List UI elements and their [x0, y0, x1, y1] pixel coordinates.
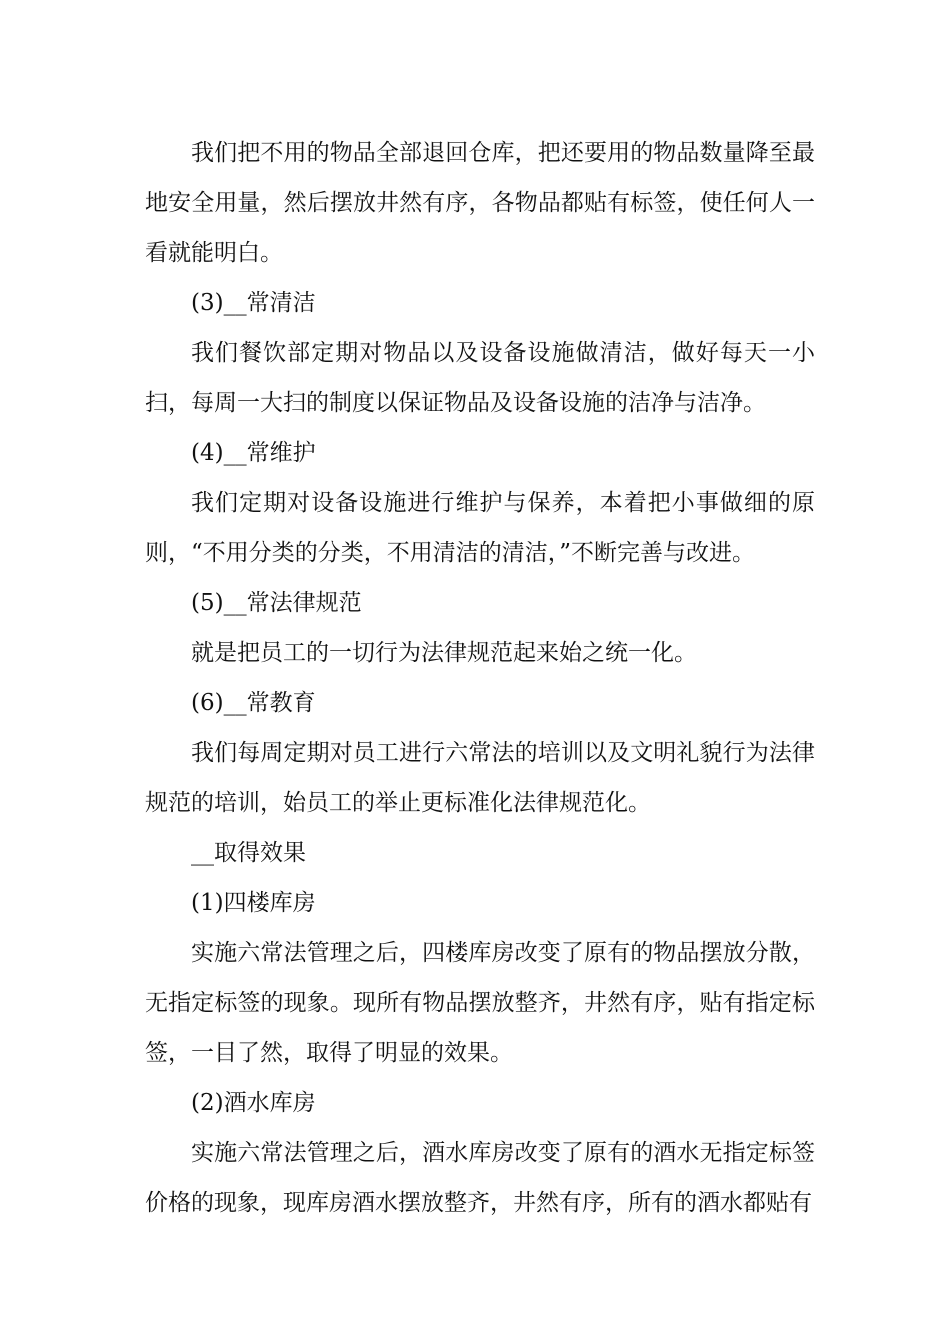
heading-fourth-floor-storeroom: (1)四楼库房 — [191, 890, 316, 916]
paragraph-cleaning: 我们餐饮部定期对物品以及设备设施做清洁，做好每天一小扫，每周一大扫的制度以保证物品及设备设施的洁净与洁净。 — [145, 340, 815, 416]
paragraph-inventory-reduction: 我们把不用的物品全部退回仓库，把还要用的物品数量降至最地安全用量，然后摆放井然有序，各物品都贴有标签，使任何人一看就能明白。 — [145, 140, 815, 266]
heading-regular-maintenance: (4)__常维护 — [191, 440, 316, 466]
document-body — [145, 128, 815, 1228]
heading-results: __取得效果 — [191, 840, 306, 866]
heading-regular-standardization: (5)__常法律规范 — [191, 590, 362, 616]
heading-regular-cleaning: (3)__常清洁 — [191, 290, 316, 316]
heading-beverage-storeroom: (2)酒水库房 — [191, 1090, 316, 1116]
paragraph-fourth-floor-storeroom: 实施六常法管理之后，四楼库房改变了原有的物品摆放分散，无指定标签的现象。现所有物品摆放整齐，井然有序，贴有指定标签，一目了然，取得了明显的效果。 — [145, 940, 815, 1066]
paragraph-education: 我们每周定期对员工进行六常法的培训以及文明礼貌行为法律规范的培训，始员工的举止更标准化法律规范化。 — [145, 740, 815, 816]
paragraph-standardization: 就是把员工的一切行为法律规范起来始之统一化。 — [191, 640, 697, 666]
heading-regular-education: (6)__常教育 — [191, 690, 316, 716]
paragraph-beverage-storeroom: 实施六常法管理之后，酒水库房改变了原有的酒水无指定标签价格的现象，现库房酒水摆放整齐，井然有序，所有的酒水都贴有 — [145, 1140, 815, 1216]
paragraph-maintenance: 我们定期对设备设施进行维护与保养，本着把小事做细的原则，“不用分类的分类，不用清洁的清洁，”不断完善与改进。 — [145, 490, 815, 566]
